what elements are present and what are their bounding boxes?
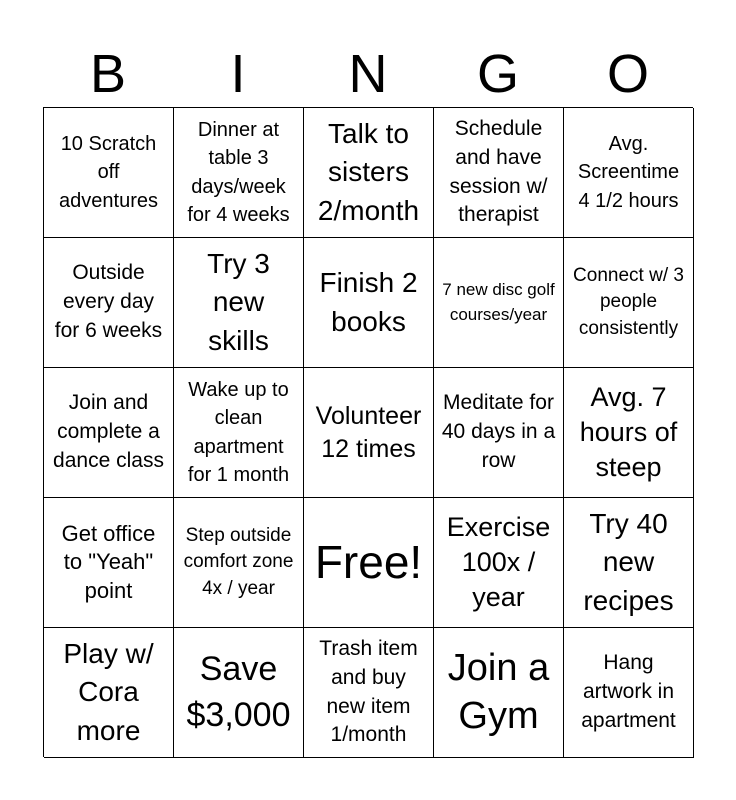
bingo-cell-r4c2: Step outside comfort zone 4x / year (174, 498, 304, 628)
bingo-cell-free: Free! (304, 498, 434, 628)
bingo-header (43, 40, 693, 108)
bingo-cell-r3c3: Volunteer 12 times (304, 368, 434, 498)
bingo-cell-r1c2: Dinner at table 3 days/week for 4 weeks (174, 108, 304, 238)
bingo-cell-r4c5: Try 40 new recipes (564, 498, 694, 628)
bingo-cell-r2c3: Finish 2 books (304, 238, 434, 368)
bingo-cell-r1c1: 10 Scratch off adventures (44, 108, 174, 238)
header-letter-o: O (606, 44, 649, 104)
bingo-cell-r3c5: Avg. 7 hours of steep (564, 368, 694, 498)
bingo-cell-r2c2: Try 3 new skills (174, 238, 304, 368)
header-letter-b: B (89, 44, 127, 104)
bingo-cell-r5c5: Hang artwork in apartment (564, 628, 694, 758)
bingo-cell-r3c1: Join and complete a dance class (44, 368, 174, 498)
bingo-cell-r5c4: Join a Gym (434, 628, 564, 758)
bingo-cell-r5c3: Trash item and buy new item 1/month (304, 628, 434, 758)
bingo-cell-r2c5: Connect w/ 3 people consistently (564, 238, 694, 368)
bingo-cell-r2c1: Outside every day for 6 weeks (44, 238, 174, 368)
header-letter-i: I (230, 44, 246, 104)
header-letter-n: N (348, 44, 388, 104)
bingo-cell-r4c1: Get office to "Yeah" point (44, 498, 174, 628)
bingo-cell-r5c2: Save $3,000 (174, 628, 304, 758)
bingo-cell-r1c4: Schedule and have session w/ therapist (434, 108, 564, 238)
bingo-cell-r3c2: Wake up to clean apartment for 1 month (174, 368, 304, 498)
header-letter-g: G (476, 44, 519, 104)
bingo-cell-r5c1: Play w/ Cora more (44, 628, 174, 758)
bingo-cell-r2c4: 7 new disc golf courses/year (434, 238, 564, 368)
bingo-cell-r4c4: Exercise 100x / year (434, 498, 564, 628)
bingo-board (43, 107, 693, 757)
bingo-cell-r1c3: Talk to sisters 2/month (304, 108, 434, 238)
bingo-cell-r3c4: Meditate for 40 days in a row (434, 368, 564, 498)
bingo-cell-r1c5: Avg. Screentime 4 1/2 hours (564, 108, 694, 238)
